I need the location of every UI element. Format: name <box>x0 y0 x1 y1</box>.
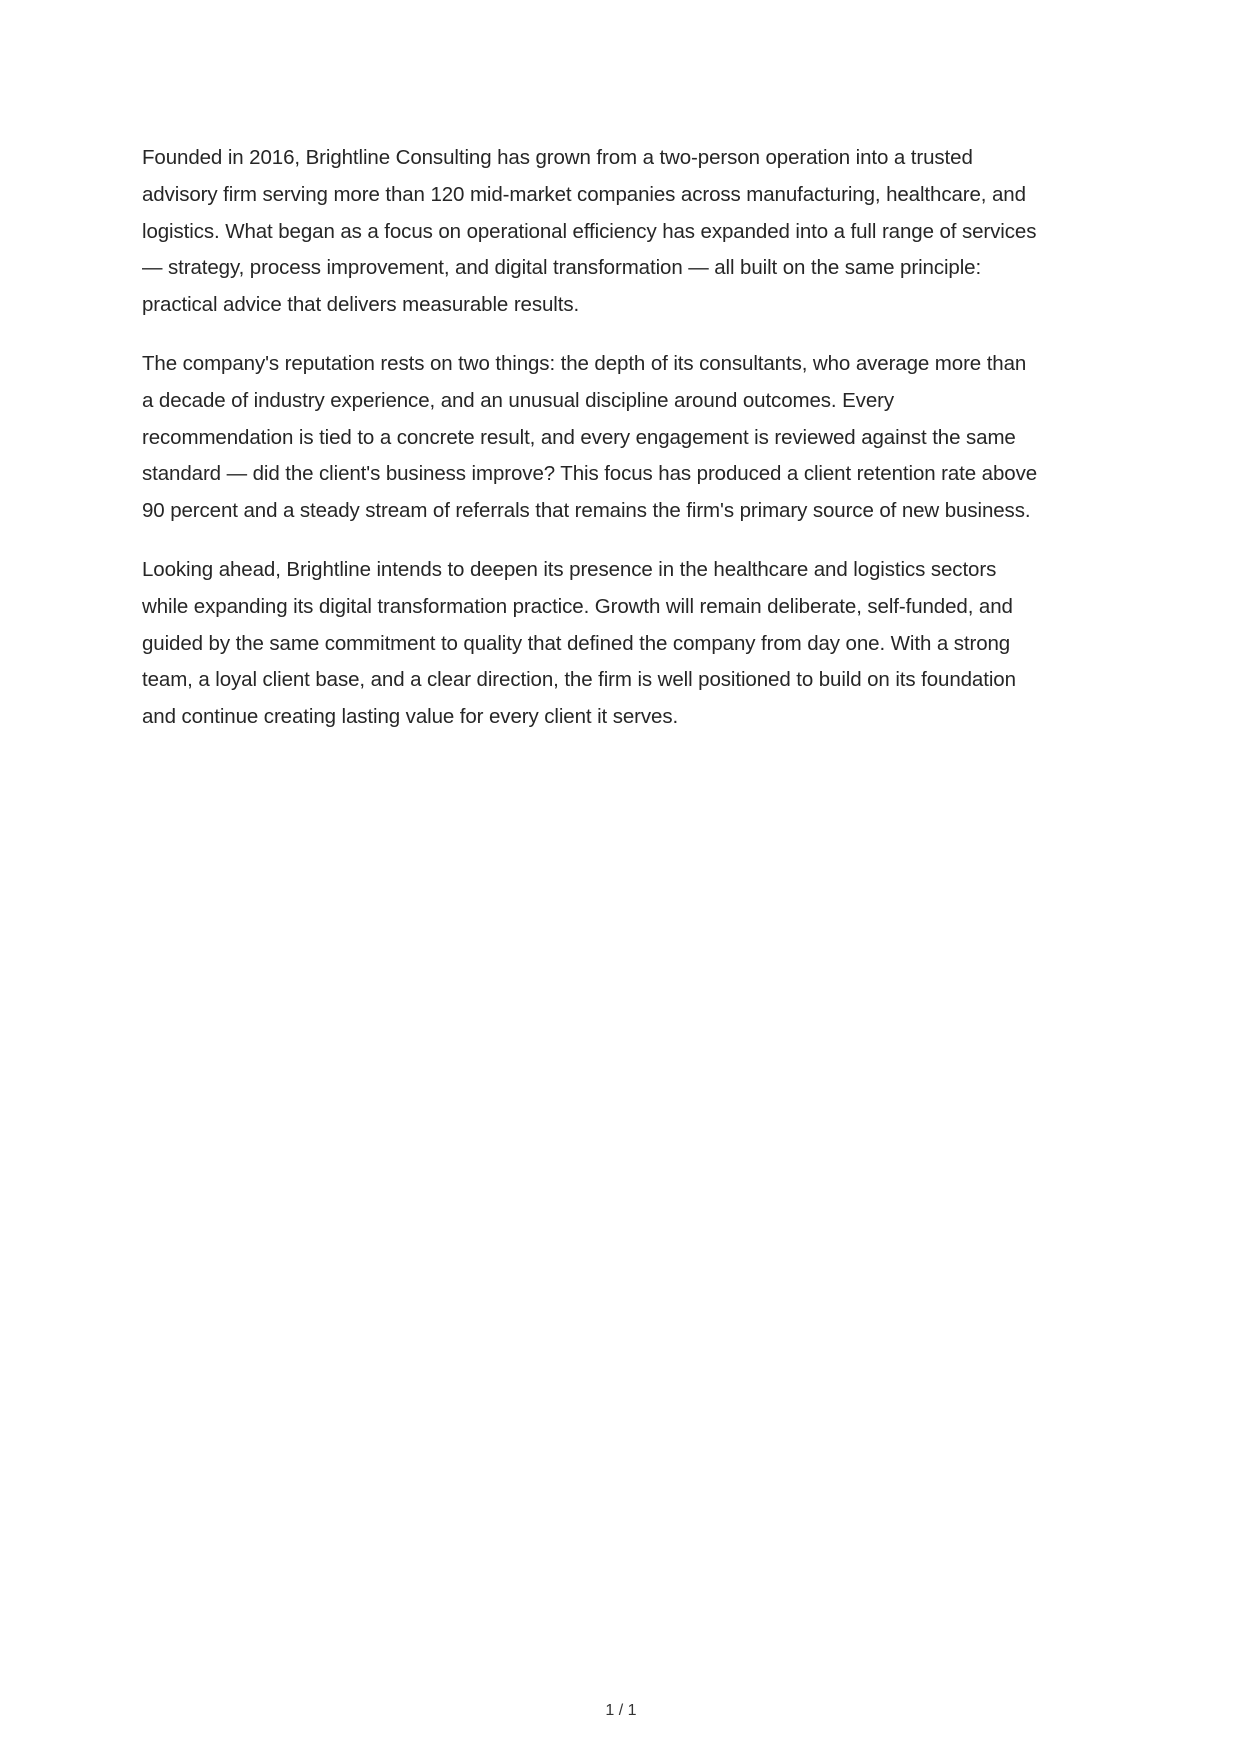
paragraph-reputation: The company's reputation rests on two things: the depth of its consultants, who average more than a decade of industry experience, and an unusual discipline around outcomes. Every recommendation is tied to a concrete result, and every engagement is reviewed against the same standard — did the client's business improve? This focus has produced a client retention rate above 90 percent and a steady stream of referrals that remains the firm's primary source of new business. <box>142 351 1038 523</box>
paragraph-outlook: Looking ahead, Brightline intends to deepen its presence in the healthcare and logistics sectors while expanding its digital transformation practice. Growth will remain deliberate, self-funded, and guided by the same commitment to quality that defined the company from day one. With a strong team, a loyal client base, and a clear direction, the firm is well positioned to build on its foundation and continue creating lasting value for every client it serves. <box>142 557 1016 729</box>
paragraph-founding: Founded in 2016, Brightline Consulting has grown from a two-person operation into a trusted advisory firm serving more than 120 mid-market companies across manufacturing, healthcare, and logistics. What began as a focus on operational efficiency has expanded into a full range of services — strategy, process improvement, and digital transformation — all built on the same principle: practical advice that delivers measurable results. <box>142 146 1037 317</box>
document-body <box>142 140 1042 758</box>
page-number: 1 / 1 <box>605 1702 637 1719</box>
